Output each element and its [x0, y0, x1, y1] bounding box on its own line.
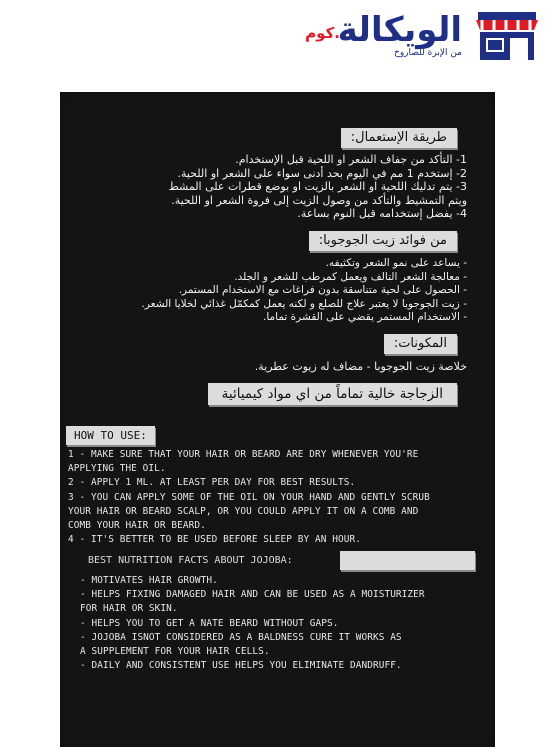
nutrition-list [80, 574, 490, 673]
list-item: - الاستخدام المستمر يقضي على القشرة تماما. [262, 311, 467, 323]
product-instructions-card [60, 92, 495, 747]
list-item: - JOJOBA ISNOT CONSIDERED AS A BALDNESS CURE IT WORKS AS [80, 631, 402, 643]
list-item: - معالجة الشعر التالف ويعمل كمرطب للشعر و الجلد. [234, 270, 467, 283]
nutrition-title-stripe [340, 551, 475, 570]
brand-logo[interactable] [292, 8, 542, 64]
store-icon [472, 8, 542, 64]
list-item: A SUPPLEMENT FOR YOUR HAIR CELLS. [80, 646, 270, 658]
usage-title: طريقة الإستعمال: [341, 128, 457, 148]
logo-text: الويكالة [337, 10, 462, 50]
list-item: COMB YOUR HAIR OR BEARD. [68, 520, 206, 532]
list-item: 4- يفضل إستخدامه قبل النوم بساعة. [297, 207, 467, 220]
list-item: ويتم التمشيط والتأكد من وصول الزيت إلى فروة الشعر او اللحية. [171, 193, 467, 207]
list-item: - DAILY AND CONSISTENT USE HELPS YOU ELIMINATE DANDRUFF. [80, 660, 402, 672]
list-item: 2- إستخدم 1 مم في اليوم بحد أدنى سواء على الشعر او اللحية. [177, 166, 467, 180]
usage-list [77, 153, 467, 221]
list-item: YOUR HAIR OR BEARD SCALP, OR YOU COULD APPLY IT ON A COMB AND [68, 505, 419, 517]
site-header [0, 0, 550, 75]
how-to-use-list [68, 448, 488, 547]
list-item: - HELPS YOU TO GET A NATE BEARD WITHOUT GAPS. [80, 617, 339, 629]
logo-tagline: من الإبرة للصاروخ [394, 48, 462, 58]
list-item: - يساعد على نمو الشعر وتكثيفه. [325, 257, 467, 269]
ingredients-title: المكونات: [384, 334, 457, 354]
list-item: - HELPS FIXING DAMAGED HAIR AND CAN BE USED AS A MOISTURIZER [80, 589, 425, 601]
list-item: 1- التأكد من جفاف الشعر او اللحية قبل الإستخدام. [235, 153, 467, 166]
ingredients-text: خلاصة زيت الجوجوبا - مضاف له زيوت عطرية. [254, 360, 467, 373]
list-item: 3 - YOU CAN APPLY SOME OF THE OIL ON YOUR HAND AND GENTLY SCRUB [68, 491, 430, 503]
nutrition-title: BEST NUTRITION FACTS ABOUT JOJOBA: [88, 555, 293, 566]
list-item: 3- يتم تدليك اللحية او الشعر بالزيت او بوضع قطرات على المشط [168, 180, 467, 193]
benefits-list [67, 257, 467, 325]
list-item: - زيت الجوجوبا لا يعتبر علاج للصلع و لكنه يعمل كمكمّل غذائي لخلايا الشعر. [141, 297, 467, 310]
list-item: - MOTIVATES HAIR GROWTH. [80, 575, 218, 586]
benefits-title: من فوائد زيت الجوجوبا: [309, 231, 457, 251]
logo-suffix: .كوم [305, 24, 340, 42]
list-item: - الحصول على لحية متناسقة بدون فراغات مع الاستخدام المستمر. [178, 284, 467, 296]
list-item: 1 - MAKE SURE THAT YOUR HAIR OR BEARD ARE DRY WHENEVER YOU'RE [68, 449, 419, 460]
how-to-use-title: HOW TO USE: [66, 426, 155, 445]
list-item: APPLYING THE OIL. [68, 463, 166, 475]
chemical-free-banner: الزجاجة خالية تماماً من اي مواد كيميائية [208, 383, 457, 405]
list-item: FOR HAIR OR SKIN. [80, 603, 178, 615]
list-item: 4 - IT'S BETTER TO BE USED BEFORE SLEEP BY AN HOUR. [68, 534, 361, 546]
list-item: 2 - APPLY 1 ML. AT LEAST PER DAY FOR BEST RESULTS. [68, 477, 356, 489]
